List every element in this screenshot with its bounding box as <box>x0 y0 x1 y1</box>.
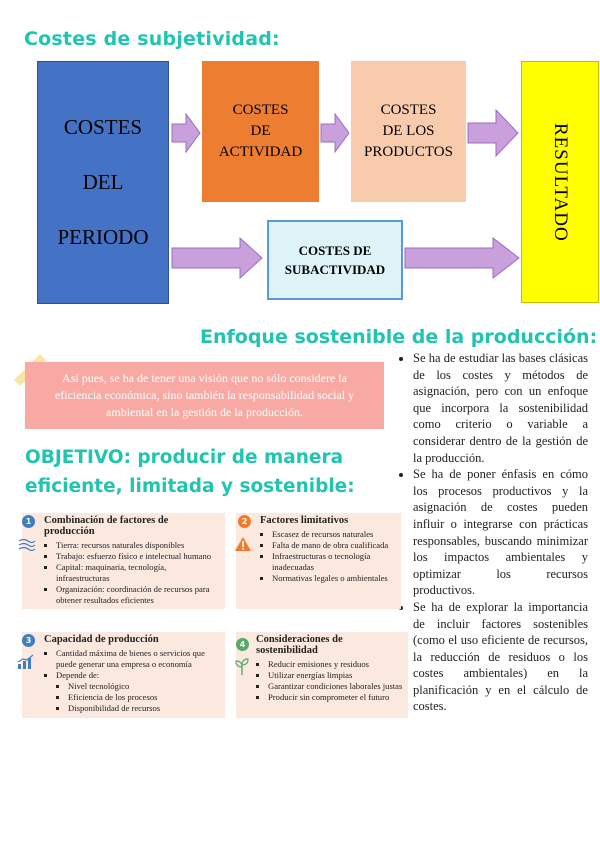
periodo-line1: COSTES <box>63 115 143 139</box>
costes-subactividad-box <box>267 220 403 300</box>
card-item: ▪ Infraestructuras o tecnología inadecuadas <box>272 551 397 573</box>
card-number-badge: 4 <box>236 638 249 651</box>
card-item: ▪ Trabajo: esfuerzo físico e intelectual humano <box>56 551 221 562</box>
card-item: ▪ Capital: maquinaria, tecnología, infraestructuras <box>56 562 221 584</box>
arrow-productos-resultado <box>468 108 520 158</box>
objective-line1: OBJETIVO: producir de manera <box>25 447 344 468</box>
card-item: ▪ Reducir emisiones y residuos <box>268 659 404 670</box>
page-title: Costes de subjetividad: <box>24 28 280 50</box>
card-item: ▪ Organización: coordinación de recursos para obtener resultados eficientes <box>56 584 221 606</box>
card-subitem: ▪ Eficiencia de los procesos <box>68 692 221 703</box>
sprout-icon <box>234 658 250 676</box>
periodo-line3: PERIODO <box>57 225 149 249</box>
card-number-badge: 1 <box>22 515 35 528</box>
subact-line1: COSTES DE <box>298 243 372 258</box>
card-item: ▪ Producir sin comprometer el futuro <box>268 692 404 703</box>
actividad-line1: COSTES <box>232 102 289 118</box>
card-combinacion <box>22 513 225 609</box>
productos-line2: DE LOS <box>382 123 435 139</box>
costes-actividad-box <box>202 61 319 202</box>
bullet-item: • Se ha de poner énfasis en cómo los procesos productivos y la asignación de costes pueden influir o integrarse con prácticas responsables, buscando minimizar los impactos ambientales y optimizar los recursos productivos. <box>413 466 588 599</box>
resultado-box <box>521 61 599 303</box>
costes-periodo-box <box>37 61 169 304</box>
bullet-item: • Se ha de explorar la importancia de incluir factores sostenibles (como el uso eficiente de recursos, la reducción de residuos o los costes ambientales) en la planificación y en el cálculo de costes. <box>413 599 588 715</box>
card-subitem: ▪ Nivel tecnológico <box>68 681 221 692</box>
card-subitem: ▪ Disponibilidad de recursos <box>68 703 221 714</box>
actividad-line3: ACTIVIDAD <box>218 144 303 160</box>
card-title: Combinación de factores de producción <box>44 515 169 537</box>
card-title: Factores limitativos <box>260 515 349 526</box>
bullet-item: • Se ha de estudiar las bases clásicas de los costes y métodos de asignación, pero con un enfoque que incorpora la sostenibilidad como criterio o variable a considerar dentro de la gestión de la producción. <box>413 350 588 466</box>
card-factores-limitativos <box>236 513 401 609</box>
quote-text: Así pues, se ha de tener una visión que no sólo considere la eficiencia económica, sino también la responsabilidad social y ambiental en la gestión de la producción. <box>54 371 355 419</box>
card-title: Capacidad de producción <box>44 634 159 645</box>
card-number-badge: 3 <box>22 634 35 647</box>
card-item: ▪ Utilizar energías limpias <box>268 670 404 681</box>
warning-icon <box>234 536 252 552</box>
objective-heading <box>25 443 365 501</box>
arrow-periodo-actividad <box>172 112 202 154</box>
card-capacidad <box>22 632 225 718</box>
productos-line1: COSTES <box>380 102 437 118</box>
card-item: Depende de: <box>56 670 100 680</box>
section-title-sostenible: Enfoque sostenible de la producción: <box>200 326 598 348</box>
subact-line2: SUBACTIVIDAD <box>284 262 386 277</box>
objective-line2: eficiente, limitada y sostenible: <box>25 476 355 497</box>
card-item: ▪ Cantidad máxima de bienes o servicios que puede generar una empresa o economía <box>56 648 221 670</box>
card-item: ▪ Escasez de recursos naturales <box>272 529 397 540</box>
costes-productos-box <box>351 61 466 202</box>
actividad-line2: DE <box>250 123 271 139</box>
card-sostenibilidad <box>236 632 408 718</box>
quote-box <box>25 362 384 429</box>
card-item: ▪ Falta de mano de obra cualificada <box>272 540 397 551</box>
card-item: ▪ Tierra: recursos naturales disponibles <box>56 540 221 551</box>
periodo-line2: DEL <box>82 170 124 194</box>
chart-growth-icon <box>17 654 35 670</box>
arrow-actividad-productos <box>321 112 351 154</box>
bullet-list <box>398 350 588 715</box>
card-title: Consideraciones de sostenibilidad <box>256 634 343 656</box>
arrow-periodo-subactividad <box>172 236 264 280</box>
wind-icon <box>18 538 36 552</box>
resultado-label: RESULTADO <box>550 122 571 242</box>
card-item: ▪ Garantizar condiciones laborales justas <box>268 681 404 692</box>
card-number-badge: 2 <box>238 515 251 528</box>
arrow-subactividad-resultado <box>405 236 521 280</box>
productos-line3: PRODUCTOS <box>364 144 453 160</box>
card-item: ▪ Normativas legales o ambientales <box>272 573 397 584</box>
